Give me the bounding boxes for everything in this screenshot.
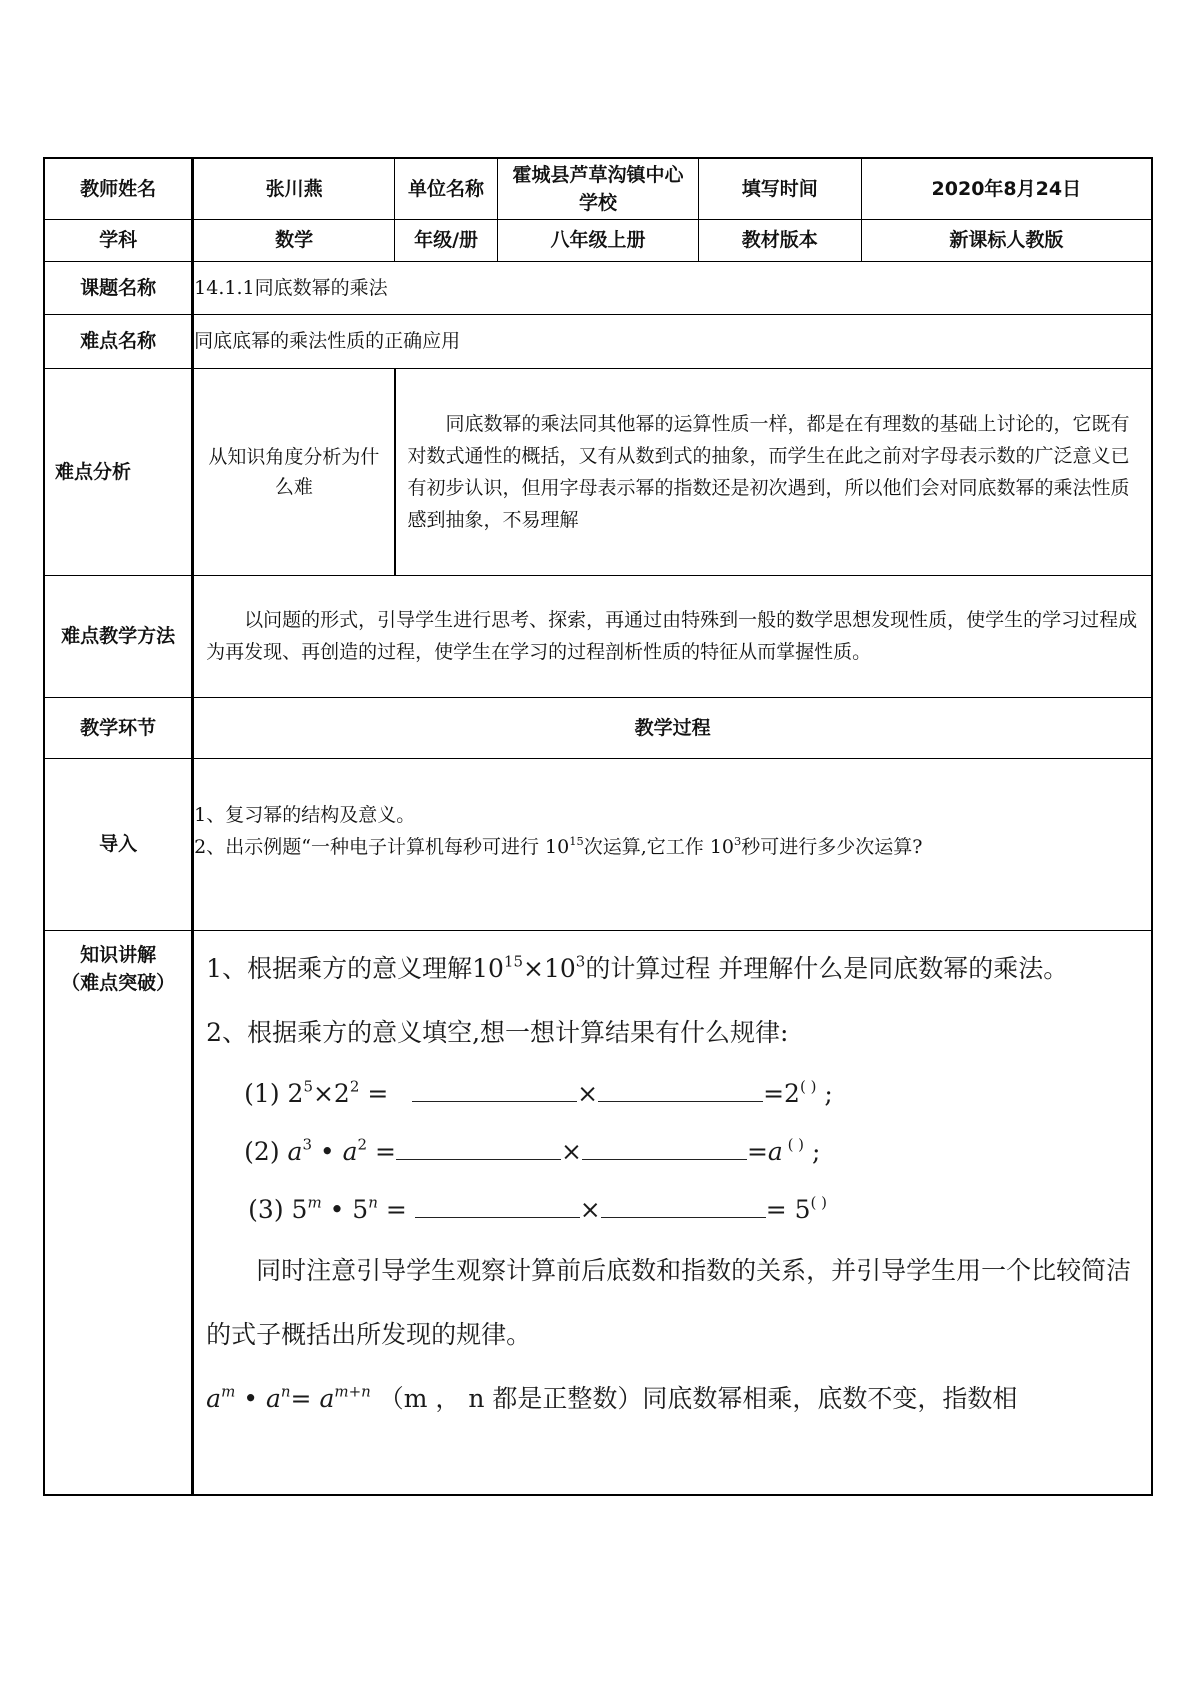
exercise-1 bbox=[194, 1065, 1151, 1123]
rule-base-1: a bbox=[206, 1383, 222, 1413]
analysis-row bbox=[44, 368, 1152, 575]
ex3-eq: = bbox=[377, 1194, 407, 1224]
knowledge-p2: 2、根据乘方的意义填空,想一想计算结果有什么规律: bbox=[206, 1017, 789, 1047]
ex1-eq: = bbox=[359, 1078, 389, 1108]
intro-line-1: 1、复习幂的结构及意义。 bbox=[194, 803, 416, 826]
ex2-prefix: (2) bbox=[244, 1136, 288, 1166]
ex3-dot: • 5 bbox=[321, 1194, 369, 1224]
ex3-blank-1 bbox=[415, 1197, 580, 1218]
knowledge-p1-times: × bbox=[523, 953, 544, 983]
ex1-blank-2 bbox=[598, 1081, 763, 1102]
ex1-exp-2: 2 bbox=[349, 1077, 360, 1095]
analysis-text-cell bbox=[395, 368, 1152, 575]
knowledge-p1-base-2: 10 bbox=[543, 953, 576, 983]
ex1-mid: ×2 bbox=[312, 1078, 350, 1108]
header-row-2 bbox=[44, 219, 1152, 261]
unit-name-label: 单位名称 bbox=[395, 158, 498, 219]
edition-label: 教材版本 bbox=[698, 219, 861, 261]
ex3-exp-1: m bbox=[307, 1193, 322, 1211]
knowledge-label-2: （难点突破） bbox=[61, 971, 176, 994]
ex3-paren: ( ) bbox=[810, 1193, 827, 1211]
intro-row bbox=[44, 758, 1152, 930]
ex2-paren: ( ) bbox=[782, 1135, 805, 1153]
rule-exp-3: m+n bbox=[334, 1382, 371, 1400]
ex1-end: ; bbox=[816, 1078, 833, 1108]
ex2-exp-1: 3 bbox=[302, 1135, 312, 1153]
analysis-sub-label: 从知识角度分析为什么难 bbox=[193, 368, 395, 575]
ex1-paren: ( ) bbox=[799, 1077, 817, 1095]
process-step-label: 教学环节 bbox=[44, 697, 193, 758]
intro-power-2-base: 10 bbox=[709, 835, 734, 858]
ex2-exp-2: 2 bbox=[357, 1135, 368, 1153]
analysis-text: 同底数幂的乘法同其他幂的运算性质一样，都是在有理数的基础上讨论的，它既有对数式通性的概括，又有从数到式的抽象，而学生在此之前对字母表示数的广泛意义已有初步认识，但用字母表示幂的指数还是初次遇到，所以他们会对同底数幂的乘法性质感到抽象，不易理解 bbox=[407, 412, 1130, 531]
ex3-blank-2 bbox=[601, 1197, 766, 1218]
topic-value: 14.1.1同底数幂的乘法 bbox=[193, 261, 1152, 314]
ex3-times: × bbox=[579, 1194, 601, 1224]
topic-row bbox=[44, 261, 1152, 314]
ex2-blank-1 bbox=[396, 1139, 561, 1160]
difficulty-label: 难点名称 bbox=[44, 314, 193, 368]
fill-date-label: 填写时间 bbox=[698, 158, 861, 219]
edition-value: 新课标人教版 bbox=[861, 219, 1152, 261]
intro-content bbox=[193, 758, 1152, 930]
exercise-3 bbox=[194, 1181, 1151, 1239]
lesson-plan-table bbox=[43, 157, 1153, 1496]
ex3-prefix: (3) 5 bbox=[248, 1194, 308, 1224]
ex2-eq: = bbox=[367, 1136, 396, 1166]
ex1-result: =2 bbox=[763, 1078, 800, 1108]
process-header-value: 教学过程 bbox=[193, 697, 1152, 758]
process-header-row bbox=[44, 697, 1152, 758]
header-row-1 bbox=[44, 158, 1152, 219]
intro-power-2-exp: 3 bbox=[734, 833, 742, 848]
knowledge-content bbox=[193, 930, 1152, 1495]
ex1-exp-1: 5 bbox=[303, 1077, 313, 1095]
ex3-result: = 5 bbox=[765, 1194, 811, 1224]
knowledge-p1-exp-2: 3 bbox=[575, 952, 586, 970]
rule-exp-2: n bbox=[280, 1382, 291, 1400]
knowledge-p1 bbox=[194, 937, 1151, 1001]
difficulty-row bbox=[44, 314, 1152, 368]
intro-power-1-exp: 15 bbox=[569, 833, 584, 848]
intro-line-2-a: 2、出示例题“一种电子计算机每秒可进行 bbox=[194, 835, 539, 858]
unit-name-value: 霍城县芦草沟镇中心学校 bbox=[498, 158, 699, 219]
difficulty-value: 同底底幂的乘法性质的正确应用 bbox=[193, 314, 1152, 368]
knowledge-p1-b: 的计算过程 并理解什么是同底数幂的乘法。 bbox=[585, 953, 1069, 983]
teacher-name-value: 张川燕 bbox=[193, 158, 395, 219]
rule-base-2: a bbox=[265, 1383, 281, 1413]
rule-eq: = bbox=[290, 1383, 320, 1413]
ex3-exp-2: n bbox=[368, 1193, 378, 1211]
intro-label: 导入 bbox=[44, 758, 193, 930]
rule-dot: • bbox=[235, 1383, 266, 1413]
ex1-times: × bbox=[577, 1078, 599, 1108]
subject-label: 学科 bbox=[44, 219, 193, 261]
teacher-name-label: 教师姓名 bbox=[44, 158, 193, 219]
rule-condition: （m ， n 都是正整数） bbox=[370, 1383, 643, 1413]
knowledge-label-1: 知识讲解 bbox=[80, 943, 157, 966]
ex2-blank-2 bbox=[582, 1139, 747, 1160]
intro-line-2-b: 次运算,它工作 bbox=[583, 835, 704, 858]
rule-base-3: a bbox=[319, 1383, 335, 1413]
knowledge-p1-exp-1: 15 bbox=[503, 952, 523, 970]
ex2-times: × bbox=[560, 1136, 582, 1166]
grade-value: 八年级上册 bbox=[498, 219, 699, 261]
exercise-2 bbox=[194, 1123, 1151, 1181]
knowledge-label-cell bbox=[44, 930, 193, 1495]
rule-text: 同底数幂相乘，底数不变，指数相 bbox=[642, 1383, 1018, 1413]
fill-date-value: 2020年8月24日 bbox=[861, 158, 1152, 219]
method-label: 难点教学方法 bbox=[44, 575, 193, 697]
ex1-blank-1 bbox=[412, 1081, 577, 1102]
ex2-end: ; bbox=[804, 1136, 821, 1166]
ex2-dot: • bbox=[311, 1136, 343, 1166]
intro-line-2 bbox=[194, 831, 1151, 863]
topic-label: 课题名称 bbox=[44, 261, 193, 314]
knowledge-p3: 同时注意引导学生观察计算前后底数和指数的关系，并引导学生用一个比较简洁的式子概括出所发现的规律。 bbox=[206, 1255, 1132, 1349]
intro-power-1-base: 10 bbox=[545, 835, 570, 858]
intro-line-2-c: 秒可进行多少次运算? bbox=[741, 835, 923, 858]
ex2-base-1: a bbox=[287, 1136, 303, 1166]
grade-label: 年级/册 bbox=[395, 219, 498, 261]
method-text-cell bbox=[193, 575, 1152, 697]
rule-exp-1: m bbox=[221, 1382, 236, 1400]
subject-value: 数学 bbox=[193, 219, 395, 261]
ex2-base-2: a bbox=[342, 1136, 358, 1166]
method-row bbox=[44, 575, 1152, 697]
rule-line bbox=[194, 1367, 1151, 1431]
analysis-label: 难点分析 bbox=[44, 368, 193, 575]
knowledge-p1-a: 1、根据乘方的意义理解 bbox=[206, 953, 473, 983]
knowledge-row bbox=[44, 930, 1152, 1495]
method-text: 以问题的形式，引导学生进行思考、探索，再通过由特殊到一般的数学思想发现性质，使学生的学习过程成为再发现、再创造的过程，使学生在学习的过程剖析性质的特征从而掌握性质。 bbox=[206, 609, 1138, 663]
ex1-prefix: (1) 2 bbox=[244, 1078, 304, 1108]
knowledge-p1-base-1: 10 bbox=[472, 953, 504, 983]
ex2-result: =a bbox=[746, 1136, 783, 1166]
